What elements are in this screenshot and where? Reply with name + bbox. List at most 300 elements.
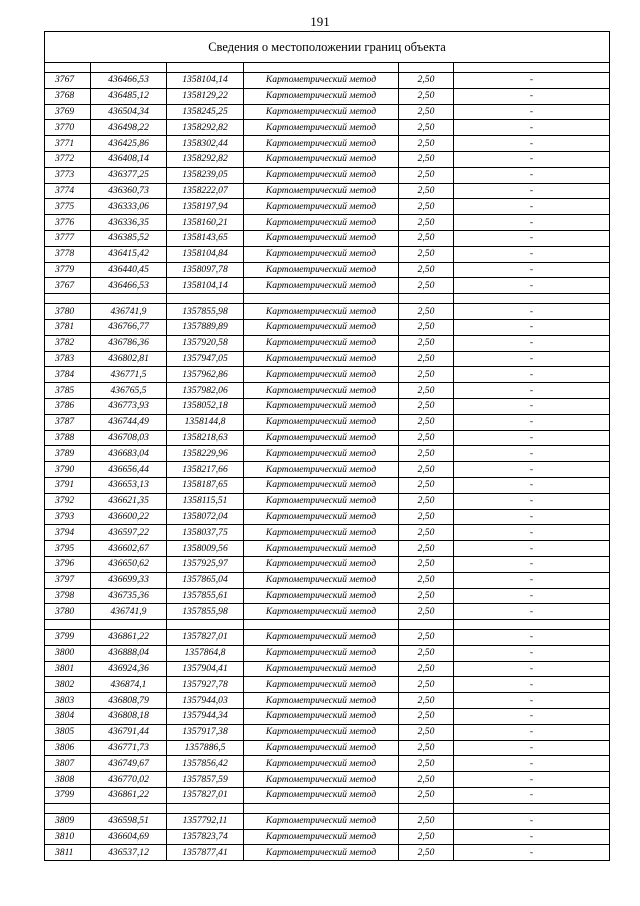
point-number-cell: 3805 xyxy=(45,724,91,740)
coord-x-cell: 436749,67 xyxy=(91,756,167,772)
table-row xyxy=(45,88,610,104)
table-row xyxy=(45,829,610,845)
accuracy-cell: 2,50 xyxy=(399,167,454,183)
method-cell: Картометрический метод xyxy=(244,740,399,756)
point-number-cell: 3799 xyxy=(45,788,91,804)
accuracy-cell: 2,50 xyxy=(399,398,454,414)
description-cell: - xyxy=(454,367,610,383)
accuracy-cell: 2,50 xyxy=(399,278,454,294)
point-number-cell: 3791 xyxy=(45,477,91,493)
coord-y-cell: 1358072,04 xyxy=(167,509,244,525)
accuracy-cell: 2,50 xyxy=(399,572,454,588)
description-cell: - xyxy=(454,73,610,89)
coord-y-cell: 1358302,44 xyxy=(167,136,244,152)
table-row xyxy=(45,541,610,557)
coord-y-cell: 1357920,58 xyxy=(167,335,244,351)
coord-x-cell: 436791,44 xyxy=(91,724,167,740)
coord-y-cell: 1357827,01 xyxy=(167,630,244,646)
point-number-cell: 3781 xyxy=(45,319,91,335)
point-number-cell: 3772 xyxy=(45,151,91,167)
point-number-cell: 3810 xyxy=(45,829,91,845)
point-number-cell: 3770 xyxy=(45,120,91,136)
table-row xyxy=(45,73,610,89)
accuracy-cell: 2,50 xyxy=(399,104,454,120)
table-row xyxy=(45,278,610,294)
accuracy-cell: 2,50 xyxy=(399,462,454,478)
accuracy-cell: 2,50 xyxy=(399,709,454,725)
table-row xyxy=(45,630,610,646)
method-cell: Картометрический метод xyxy=(244,645,399,661)
coord-x-cell: 436656,44 xyxy=(91,462,167,478)
table-row xyxy=(45,788,610,804)
description-cell: - xyxy=(454,414,610,430)
table-row xyxy=(45,724,610,740)
method-cell: Картометрический метод xyxy=(244,630,399,646)
method-cell: Картометрический метод xyxy=(244,304,399,320)
separator-cell xyxy=(399,294,454,304)
coord-x-cell: 436699,33 xyxy=(91,572,167,588)
accuracy-cell: 2,50 xyxy=(399,693,454,709)
method-cell: Картометрический метод xyxy=(244,120,399,136)
method-cell: Картометрический метод xyxy=(244,604,399,620)
page-number: 191 xyxy=(310,14,330,29)
method-cell: Картометрический метод xyxy=(244,572,399,588)
separator-cell xyxy=(454,294,610,304)
point-number-cell: 3785 xyxy=(45,383,91,399)
accuracy-cell: 2,50 xyxy=(399,414,454,430)
coord-y-cell: 1357855,98 xyxy=(167,604,244,620)
table-row xyxy=(45,230,610,246)
description-cell: - xyxy=(454,556,610,572)
coord-y-cell: 1358292,82 xyxy=(167,120,244,136)
point-number-cell: 3798 xyxy=(45,588,91,604)
accuracy-cell: 2,50 xyxy=(399,829,454,845)
table-row xyxy=(45,246,610,262)
coord-x-cell: 436741,9 xyxy=(91,304,167,320)
point-number-cell: 3774 xyxy=(45,183,91,199)
description-cell: - xyxy=(454,829,610,845)
method-cell: Картометрический метод xyxy=(244,151,399,167)
point-number-cell: 3801 xyxy=(45,661,91,677)
description-cell: - xyxy=(454,661,610,677)
coord-x-cell: 436773,93 xyxy=(91,398,167,414)
point-number-cell: 3808 xyxy=(45,772,91,788)
description-cell: - xyxy=(454,693,610,709)
method-cell: Картометрический метод xyxy=(244,493,399,509)
coord-y-cell: 1358239,05 xyxy=(167,167,244,183)
separator-cell xyxy=(167,620,244,630)
table-row xyxy=(45,845,610,861)
method-cell: Картометрический метод xyxy=(244,383,399,399)
coord-y-cell: 1357925,97 xyxy=(167,556,244,572)
point-number-cell: 3789 xyxy=(45,446,91,462)
method-cell: Картометрический метод xyxy=(244,556,399,572)
coord-y-cell: 1358104,14 xyxy=(167,73,244,89)
coord-x-cell: 436708,03 xyxy=(91,430,167,446)
accuracy-cell: 2,50 xyxy=(399,588,454,604)
accuracy-cell: 2,50 xyxy=(399,813,454,829)
point-number-cell: 3807 xyxy=(45,756,91,772)
description-cell: - xyxy=(454,88,610,104)
accuracy-cell: 2,50 xyxy=(399,772,454,788)
boundary-table xyxy=(44,31,610,861)
point-number-cell: 3788 xyxy=(45,430,91,446)
accuracy-cell: 2,50 xyxy=(399,541,454,557)
coord-x-cell: 436498,22 xyxy=(91,120,167,136)
method-cell: Картометрический метод xyxy=(244,462,399,478)
point-number-cell: 3795 xyxy=(45,541,91,557)
separator-cell xyxy=(167,294,244,304)
coord-y-cell: 1358104,14 xyxy=(167,278,244,294)
accuracy-cell: 2,50 xyxy=(399,630,454,646)
table-row xyxy=(45,709,610,725)
accuracy-cell: 2,50 xyxy=(399,335,454,351)
coord-x-cell: 436333,06 xyxy=(91,199,167,215)
method-cell: Картометрический метод xyxy=(244,278,399,294)
table-row xyxy=(45,693,610,709)
method-cell: Картометрический метод xyxy=(244,477,399,493)
coord-x-cell: 436735,36 xyxy=(91,588,167,604)
point-number-cell: 3778 xyxy=(45,246,91,262)
separator-cell xyxy=(45,294,91,304)
coord-y-cell: 1358129,22 xyxy=(167,88,244,104)
method-cell: Картометрический метод xyxy=(244,845,399,861)
accuracy-cell: 2,50 xyxy=(399,756,454,772)
method-cell: Картометрический метод xyxy=(244,319,399,335)
coord-y-cell: 1358217,66 xyxy=(167,462,244,478)
method-cell: Картометрический метод xyxy=(244,335,399,351)
accuracy-cell: 2,50 xyxy=(399,120,454,136)
accuracy-cell: 2,50 xyxy=(399,677,454,693)
accuracy-cell: 2,50 xyxy=(399,604,454,620)
coord-x-cell: 436537,12 xyxy=(91,845,167,861)
table-row xyxy=(45,446,610,462)
accuracy-cell: 2,50 xyxy=(399,446,454,462)
point-number-cell: 3783 xyxy=(45,351,91,367)
table-row xyxy=(45,509,610,525)
point-number-cell: 3803 xyxy=(45,693,91,709)
point-number-cell: 3797 xyxy=(45,572,91,588)
accuracy-cell: 2,50 xyxy=(399,661,454,677)
coord-x-cell: 436741,9 xyxy=(91,604,167,620)
point-number-cell: 3793 xyxy=(45,509,91,525)
coord-x-cell: 436360,73 xyxy=(91,183,167,199)
coord-x-cell: 436377,25 xyxy=(91,167,167,183)
separator-cell xyxy=(167,803,244,813)
table-row xyxy=(45,661,610,677)
method-cell: Картометрический метод xyxy=(244,709,399,725)
point-number-cell: 3787 xyxy=(45,414,91,430)
description-cell: - xyxy=(454,677,610,693)
coord-x-cell: 436874,1 xyxy=(91,677,167,693)
accuracy-cell: 2,50 xyxy=(399,525,454,541)
description-cell: - xyxy=(454,788,610,804)
description-cell: - xyxy=(454,724,610,740)
coord-y-cell: 1357886,5 xyxy=(167,740,244,756)
description-cell: - xyxy=(454,351,610,367)
table-title-row xyxy=(45,32,610,63)
coord-x-cell: 436598,51 xyxy=(91,813,167,829)
point-number-cell: 3767 xyxy=(45,278,91,294)
point-number-cell: 3796 xyxy=(45,556,91,572)
coord-y-cell: 1357865,04 xyxy=(167,572,244,588)
group-separator xyxy=(45,803,610,813)
separator-cell xyxy=(91,294,167,304)
point-number-cell: 3779 xyxy=(45,262,91,278)
point-number-cell: 3777 xyxy=(45,230,91,246)
method-cell: Картометрический метод xyxy=(244,756,399,772)
coord-y-cell: 1357904,41 xyxy=(167,661,244,677)
coord-x-cell: 436786,36 xyxy=(91,335,167,351)
description-cell: - xyxy=(454,262,610,278)
method-cell: Картометрический метод xyxy=(244,693,399,709)
description-cell: - xyxy=(454,525,610,541)
description-cell: - xyxy=(454,572,610,588)
coord-y-cell: 1357962,86 xyxy=(167,367,244,383)
method-cell: Картометрический метод xyxy=(244,246,399,262)
separator-cell xyxy=(454,620,610,630)
method-cell: Картометрический метод xyxy=(244,367,399,383)
table-row xyxy=(45,398,610,414)
method-cell: Картометрический метод xyxy=(244,430,399,446)
method-cell: Картометрический метод xyxy=(244,262,399,278)
coord-x-cell: 436408,14 xyxy=(91,151,167,167)
table-row xyxy=(45,136,610,152)
accuracy-cell: 2,50 xyxy=(399,845,454,861)
method-cell: Картометрический метод xyxy=(244,215,399,231)
accuracy-cell: 2,50 xyxy=(399,645,454,661)
table-row xyxy=(45,572,610,588)
description-cell: - xyxy=(454,772,610,788)
separator-cell xyxy=(91,620,167,630)
accuracy-cell: 2,50 xyxy=(399,183,454,199)
description-cell: - xyxy=(454,604,610,620)
description-cell: - xyxy=(454,199,610,215)
coord-x-cell: 436808,79 xyxy=(91,693,167,709)
separator-cell xyxy=(45,620,91,630)
description-cell: - xyxy=(454,446,610,462)
table-row xyxy=(45,813,610,829)
coord-y-cell: 1358115,51 xyxy=(167,493,244,509)
separator-cell xyxy=(45,63,91,73)
accuracy-cell: 2,50 xyxy=(399,477,454,493)
description-cell: - xyxy=(454,151,610,167)
description-cell: - xyxy=(454,493,610,509)
coord-y-cell: 1357827,01 xyxy=(167,788,244,804)
point-number-cell: 3776 xyxy=(45,215,91,231)
point-number-cell: 3773 xyxy=(45,167,91,183)
coord-y-cell: 1358097,78 xyxy=(167,262,244,278)
coord-y-cell: 1358222,07 xyxy=(167,183,244,199)
method-cell: Картометрический метод xyxy=(244,199,399,215)
description-cell: - xyxy=(454,304,610,320)
separator-cell xyxy=(91,803,167,813)
method-cell: Картометрический метод xyxy=(244,88,399,104)
description-cell: - xyxy=(454,630,610,646)
table-row xyxy=(45,383,610,399)
description-cell: - xyxy=(454,230,610,246)
description-cell: - xyxy=(454,183,610,199)
method-cell: Картометрический метод xyxy=(244,230,399,246)
point-number-cell: 3806 xyxy=(45,740,91,756)
table-row xyxy=(45,151,610,167)
table-row xyxy=(45,677,610,693)
separator-cell xyxy=(91,63,167,73)
separator-cell xyxy=(244,294,399,304)
description-cell: - xyxy=(454,645,610,661)
coord-y-cell: 1357947,05 xyxy=(167,351,244,367)
point-number-cell: 3782 xyxy=(45,335,91,351)
accuracy-cell: 2,50 xyxy=(399,556,454,572)
point-number-cell: 3768 xyxy=(45,88,91,104)
coord-y-cell: 1358009,56 xyxy=(167,541,244,557)
coord-y-cell: 1358052,18 xyxy=(167,398,244,414)
coord-x-cell: 436415,42 xyxy=(91,246,167,262)
table-title: Сведения о местоположении границ объекта xyxy=(45,32,610,63)
coord-x-cell: 436466,53 xyxy=(91,278,167,294)
description-cell: - xyxy=(454,813,610,829)
coord-y-cell: 1357917,38 xyxy=(167,724,244,740)
separator-cell xyxy=(167,63,244,73)
group-separator xyxy=(45,294,610,304)
method-cell: Картометрический метод xyxy=(244,73,399,89)
coord-y-cell: 1357792,11 xyxy=(167,813,244,829)
description-cell: - xyxy=(454,756,610,772)
coord-y-cell: 1358144,8 xyxy=(167,414,244,430)
description-cell: - xyxy=(454,136,610,152)
separator-cell xyxy=(244,63,399,73)
coord-y-cell: 1357927,78 xyxy=(167,677,244,693)
accuracy-cell: 2,50 xyxy=(399,724,454,740)
accuracy-cell: 2,50 xyxy=(399,230,454,246)
coord-y-cell: 1358229,96 xyxy=(167,446,244,462)
table-row xyxy=(45,430,610,446)
coord-y-cell: 1357944,34 xyxy=(167,709,244,725)
table-row xyxy=(45,414,610,430)
coord-x-cell: 436861,22 xyxy=(91,630,167,646)
description-cell: - xyxy=(454,462,610,478)
accuracy-cell: 2,50 xyxy=(399,304,454,320)
table-row xyxy=(45,199,610,215)
method-cell: Картометрический метод xyxy=(244,398,399,414)
coord-y-cell: 1358037,75 xyxy=(167,525,244,541)
accuracy-cell: 2,50 xyxy=(399,215,454,231)
coord-x-cell: 436808,18 xyxy=(91,709,167,725)
table-row xyxy=(45,588,610,604)
coord-x-cell: 436621,35 xyxy=(91,493,167,509)
coord-y-cell: 1357889,89 xyxy=(167,319,244,335)
accuracy-cell: 2,50 xyxy=(399,430,454,446)
separator-cell xyxy=(399,620,454,630)
method-cell: Картометрический метод xyxy=(244,183,399,199)
accuracy-cell: 2,50 xyxy=(399,88,454,104)
coord-y-cell: 1358187,65 xyxy=(167,477,244,493)
description-cell: - xyxy=(454,246,610,262)
point-number-cell: 3786 xyxy=(45,398,91,414)
accuracy-cell: 2,50 xyxy=(399,493,454,509)
accuracy-cell: 2,50 xyxy=(399,351,454,367)
description-cell: - xyxy=(454,709,610,725)
description-cell: - xyxy=(454,215,610,231)
table-row xyxy=(45,367,610,383)
method-cell: Картометрический метод xyxy=(244,829,399,845)
coord-x-cell: 436802,81 xyxy=(91,351,167,367)
point-number-cell: 3769 xyxy=(45,104,91,120)
accuracy-cell: 2,50 xyxy=(399,246,454,262)
separator-cell xyxy=(399,63,454,73)
coord-x-cell: 436385,52 xyxy=(91,230,167,246)
separator-cell xyxy=(244,620,399,630)
table-row xyxy=(45,183,610,199)
table-row xyxy=(45,645,610,661)
method-cell: Картометрический метод xyxy=(244,446,399,462)
accuracy-cell: 2,50 xyxy=(399,199,454,215)
table-row xyxy=(45,262,610,278)
point-number-cell: 3790 xyxy=(45,462,91,478)
coord-x-cell: 436602,67 xyxy=(91,541,167,557)
coord-x-cell: 436604,69 xyxy=(91,829,167,845)
coord-x-cell: 436765,5 xyxy=(91,383,167,399)
method-cell: Картометрический метод xyxy=(244,525,399,541)
description-cell: - xyxy=(454,740,610,756)
method-cell: Картометрический метод xyxy=(244,541,399,557)
coord-y-cell: 1357857,59 xyxy=(167,772,244,788)
table-row xyxy=(45,167,610,183)
separator-cell xyxy=(454,63,610,73)
accuracy-cell: 2,50 xyxy=(399,151,454,167)
coord-x-cell: 436466,53 xyxy=(91,73,167,89)
table-row xyxy=(45,304,610,320)
point-number-cell: 3780 xyxy=(45,304,91,320)
method-cell: Картометрический метод xyxy=(244,661,399,677)
description-cell: - xyxy=(454,845,610,861)
coord-y-cell: 1358197,94 xyxy=(167,199,244,215)
method-cell: Картометрический метод xyxy=(244,588,399,604)
coord-x-cell: 436771,73 xyxy=(91,740,167,756)
accuracy-cell: 2,50 xyxy=(399,788,454,804)
accuracy-cell: 2,50 xyxy=(399,262,454,278)
coord-x-cell: 436600,22 xyxy=(91,509,167,525)
separator-cell xyxy=(454,803,610,813)
coord-y-cell: 1358160,21 xyxy=(167,215,244,231)
table-row xyxy=(45,351,610,367)
description-cell: - xyxy=(454,278,610,294)
method-cell: Картометрический метод xyxy=(244,104,399,120)
accuracy-cell: 2,50 xyxy=(399,73,454,89)
table-row xyxy=(45,215,610,231)
coord-x-cell: 436504,34 xyxy=(91,104,167,120)
method-cell: Картометрический метод xyxy=(244,772,399,788)
coord-x-cell: 436924,36 xyxy=(91,661,167,677)
coord-x-cell: 436485,12 xyxy=(91,88,167,104)
description-cell: - xyxy=(454,335,610,351)
document-sheet xyxy=(44,31,609,861)
separator-cell xyxy=(399,803,454,813)
description-cell: - xyxy=(454,509,610,525)
point-number-cell: 3784 xyxy=(45,367,91,383)
point-number-cell: 3794 xyxy=(45,525,91,541)
table-row xyxy=(45,756,610,772)
table-row xyxy=(45,477,610,493)
table-body xyxy=(45,32,610,861)
group-separator xyxy=(45,63,610,73)
table-row xyxy=(45,493,610,509)
accuracy-cell: 2,50 xyxy=(399,383,454,399)
coord-x-cell: 436425,86 xyxy=(91,136,167,152)
separator-cell xyxy=(45,803,91,813)
coord-x-cell: 436766,77 xyxy=(91,319,167,335)
table-row xyxy=(45,335,610,351)
